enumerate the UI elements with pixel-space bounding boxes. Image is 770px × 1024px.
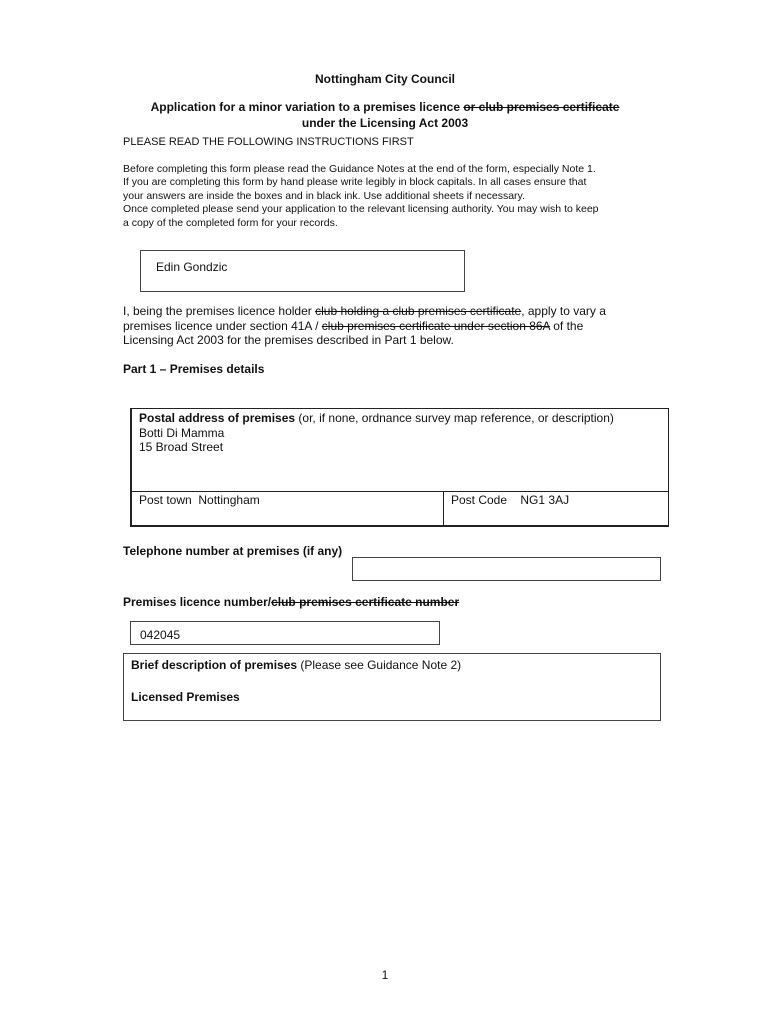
licence-number-label-main: Premises licence number/ [123, 595, 272, 609]
declaration-text: I, being the premises licence holder [123, 304, 316, 318]
premises-description-label [131, 658, 461, 672]
council-name: Nottingham City Council [315, 72, 455, 86]
post-town-field[interactable] [139, 493, 260, 507]
telephone-label: Telephone number at premises (if any) [123, 544, 343, 558]
declaration-text: of the [549, 318, 584, 333]
instructions-line: If you are completing this form by hand please write legibly in block capitals. In all cases ensure that [123, 176, 587, 189]
applicant-name-value: Edin Gondzic [156, 260, 228, 274]
declaration-line-3: Licensing Act 2003 for the premises described in Part 1 below. [123, 333, 454, 348]
licence-number-label [123, 595, 459, 609]
declaration-paragraph [123, 304, 663, 348]
instructions-heading: PLEASE READ THE FOLLOWING INSTRUCTIONS FIRST [123, 136, 414, 148]
post-town-value: Nottingham [198, 493, 260, 507]
premises-description-label-bold: Brief description of premises [131, 658, 298, 672]
declaration-text: , apply to vary a [521, 304, 606, 318]
licence-number-field[interactable] [130, 621, 440, 645]
page-number: 1 [381, 968, 389, 982]
premises-description-value: Licensed Premises [131, 690, 240, 704]
address-line-2: 15 Broad Street [139, 440, 224, 455]
postal-address-label-rest: (or, if none, ordnance survey map reference, or description) [295, 411, 614, 425]
address-line-1: Botti Di Mamma [139, 425, 225, 440]
postal-address-label-bold: Postal address of premises [139, 411, 296, 425]
post-code-value: NG1 3AJ [520, 493, 570, 507]
premises-description-field[interactable] [123, 653, 661, 721]
form-title-line1 [0, 100, 770, 114]
premises-address-table [130, 408, 669, 527]
form-title-main: Application for a minor variation to a premises licence [150, 100, 460, 114]
postal-address-field[interactable] [139, 411, 614, 455]
telephone-field[interactable] [352, 557, 661, 581]
licence-number-label-struck: club premises certificate number [271, 595, 460, 609]
applicant-name-field[interactable] [140, 250, 465, 292]
declaration-text: premises licence under section 41A / [123, 318, 322, 333]
address-column-divider [443, 491, 444, 525]
post-town-label: Post town [139, 493, 192, 507]
declaration-line-1 [123, 304, 663, 319]
instructions-line: Before completing this form please read the Guidance Notes at the end of the form, especially Note 1. [123, 163, 596, 175]
premises-description-label-rest: (Please see Guidance Note 2) [297, 658, 462, 672]
form-title-line2: under the Licensing Act 2003 [301, 116, 469, 130]
instructions-line: a copy of the completed form for your records. [123, 216, 338, 229]
declaration-line-2 [123, 319, 663, 334]
address-divider [132, 491, 668, 492]
instructions-line: your answers are inside the boxes and in black ink. Use additional sheets if necessary. [123, 189, 525, 202]
postal-address-label [139, 411, 614, 426]
post-code-label: Post Code [451, 493, 508, 507]
licence-number-value: 042045 [140, 628, 181, 642]
instructions-line: Once completed please send your application to the relevant licensing authority. You may wish to keep [123, 203, 599, 216]
form-title-struck: or club premises certificate [463, 100, 620, 114]
declaration-struck-text: club holding a club premises certificate [315, 304, 522, 318]
instructions-paragraph [123, 163, 663, 230]
declaration-struck-text: club premises certificate under section 86A [321, 318, 550, 333]
part1-heading: Part 1 – Premises details [123, 362, 265, 376]
post-code-field[interactable] [451, 493, 569, 507]
